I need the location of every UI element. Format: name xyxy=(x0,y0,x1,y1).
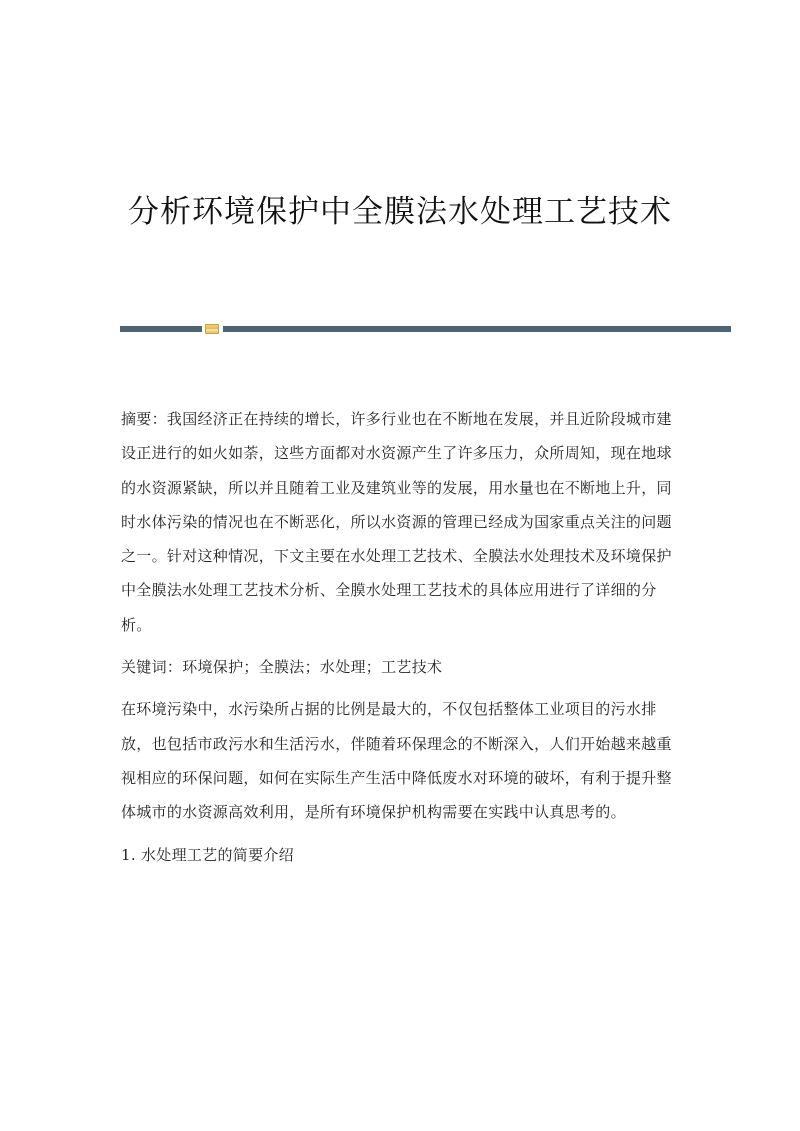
title-divider xyxy=(0,324,800,336)
divider-left-bar xyxy=(120,326,202,332)
intro-paragraph: 在环境污染中，水污染所占据的比例是最大的，不仅包括整体工业项目的污水排放，也包括市政污水和生活污水，伴随着环保理念的不断深入，人们开始越来越重视相应的环保问题，如何在实际生产生活中降低废水对环境的破坏，有利于提升整体城市的水资源高效利用，是所有环境保护机构需要在实践中认真思考的。 xyxy=(121,700,672,822)
document-body xyxy=(121,402,681,872)
section-heading: 1. 水处理工艺的简要介绍 xyxy=(121,845,294,864)
divider-ornament-icon xyxy=(205,324,219,334)
document-title: 分析环境保护中全膜法水处理工艺技术 xyxy=(128,194,672,230)
divider-right-bar xyxy=(223,326,731,332)
abstract-paragraph: 摘要：我国经济正在持续的增长，许多行业也在不断地在发展，并且近阶段城市建设正进行的如火如荼，这些方面都对水资源产生了许多压力，众所周知，现在地球的水资源紧缺，所以并且随着工业及建筑业等的发展，用水量也在不断地上升，同时水体污染的情况也在不断恶化，所以水资源的管理已经成为国家重点关注的问题之一。针对这种情况，下文主要在水处理工艺技术、全膜法水处理技术及环境保护中全膜法水处理工艺技术分析、全膜水处理工艺技术的具体应用进行了详细的分析。 xyxy=(121,410,672,634)
keywords-line: 关键词：环境保护；全膜法；水处理；工艺技术 xyxy=(121,658,443,677)
